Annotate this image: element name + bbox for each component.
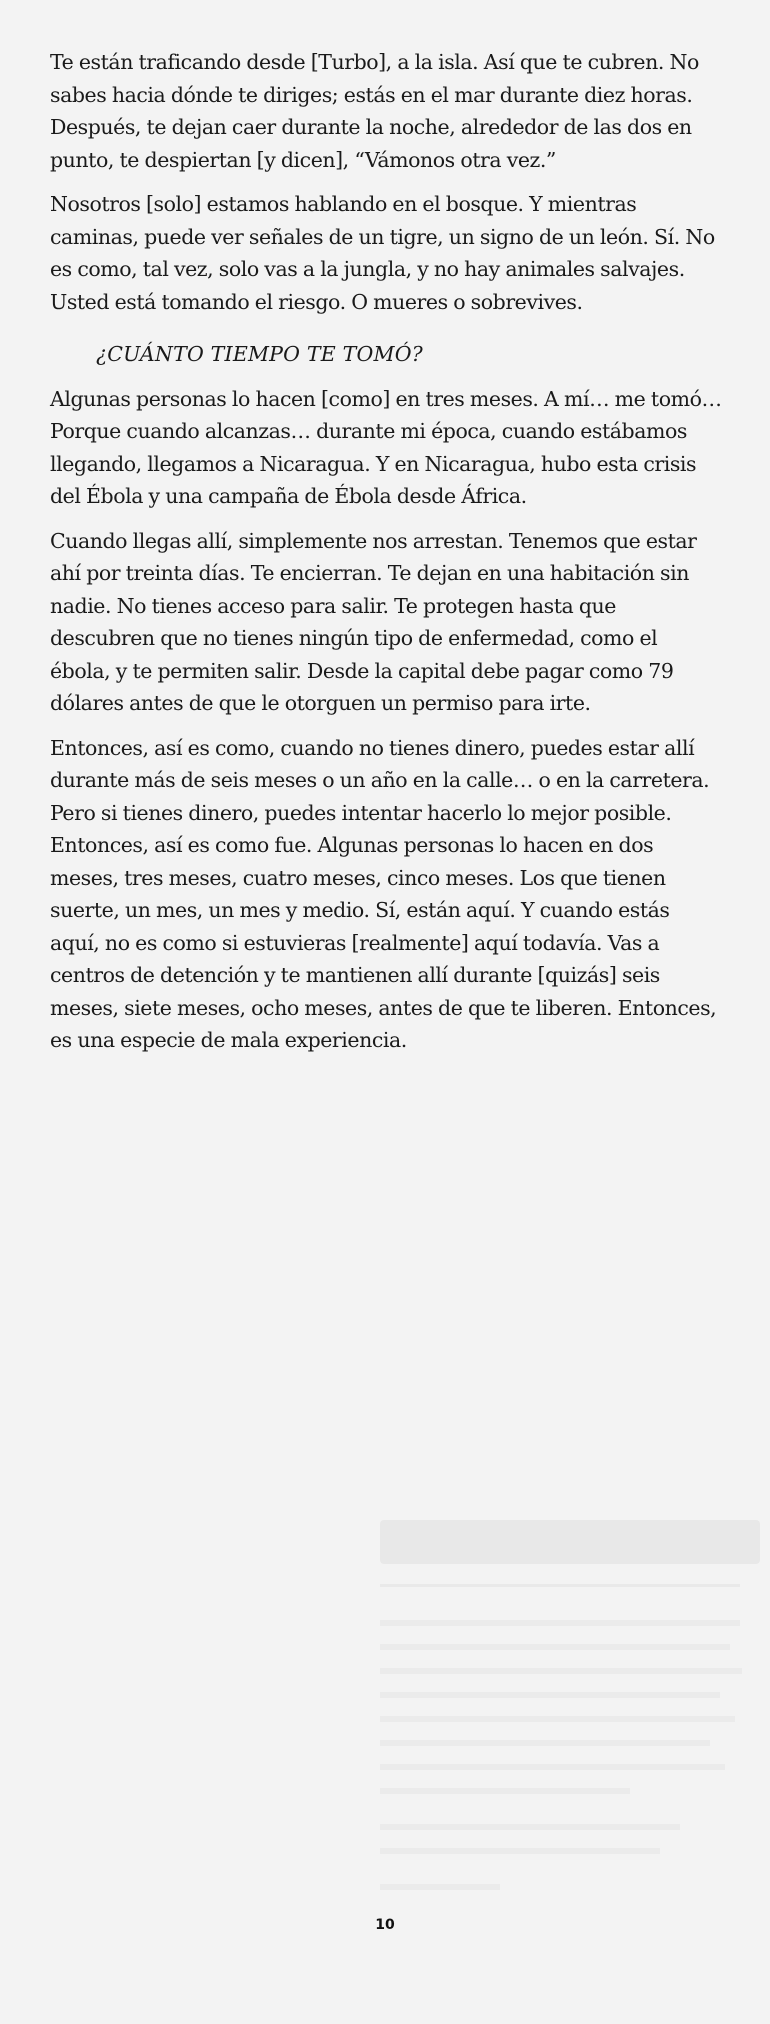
paragraph-1: Te están traficando desde [Turbo], a la isla. Así que te cubren. No sabes hacia dónde te diriges; estás en el mar durante diez horas. Después, te dejan caer durante la noche, alrededor de las dos en punto, te despiertan [y dicen], “Vámonos otra vez.” <box>50 50 699 172</box>
article-body <box>50 46 722 1069</box>
paragraph-5: Entonces, así es como, cuando no tienes dinero, puedes estar allí durante más de seis meses o un año en la calle… o en la carretera. Pero si tienes dinero, puedes intentar hacerlo lo mejor posible. Entonces, así es como fue. Algunas personas lo hacen en dos meses, tres meses, cuatro meses, cinco meses. Los que tienen suerte, un mes, un mes y medio. Sí, están aquí. Y cuando estás aquí, no es como si estuvieras [realmente] aquí todavía. Vas a centros de detención y te mantienen allí durante [quizás] seis meses, siete meses, ocho meses, antes de que te liberen. Entonces, es una especie de mala experiencia. <box>50 735 717 1052</box>
bleed-text-line <box>380 1692 720 1698</box>
bleed-text-line <box>380 1644 730 1650</box>
bleed-text-line <box>380 1740 710 1746</box>
bleed-text-line <box>380 1788 630 1794</box>
bleed-heading-shape <box>380 1520 760 1564</box>
paragraph-4: Cuando llegas allí, simplemente nos arrestan. Tenemos que estar ahí por treinta días. Te encierran. Te dejan en una habitación sin nadie. No tienes acceso para salir. Te protegen hasta que descubren que no tienes ningún tipo de enfermedad, como el ébola, y te permiten salir. Desde la capital debe pagar como 79 dólares antes de que le otorguen un permiso para irte. <box>50 528 697 715</box>
bleed-text-line <box>380 1668 742 1674</box>
bleed-text-line <box>380 1764 725 1770</box>
bleed-text-line <box>380 1884 500 1890</box>
bleed-text-line <box>380 1848 660 1854</box>
interview-question: ¿CUÁNTO TIEMPO TE TOMÓ? <box>96 342 423 366</box>
bleed-rule <box>380 1584 740 1587</box>
bleed-text-line <box>380 1620 740 1626</box>
reverse-side-bleed-through <box>340 1500 760 1920</box>
bleed-text-line <box>380 1824 680 1830</box>
paragraph-2: Nosotros [solo] estamos hablando en el bosque. Y mientras caminas, puede ver señales de un tigre, un signo de un león. Sí. No es como, tal vez, solo vas a la jungla, y no hay animales salvajes. Usted está tomando el riesgo. O mueres o sobrevives. <box>50 192 715 314</box>
bleed-text-line <box>380 1716 735 1722</box>
page-number: 10 <box>375 1917 395 1933</box>
paragraph-3: Algunas personas lo hacen [como] en tres meses. A mí… me tomó… Porque cuando alcanzas… durante mi época, cuando estábamos llegando, llegamos a Nicaragua. Y en Nicaragua, hubo esta crisis del Ébola y una campaña de Ébola desde África. <box>50 386 722 508</box>
